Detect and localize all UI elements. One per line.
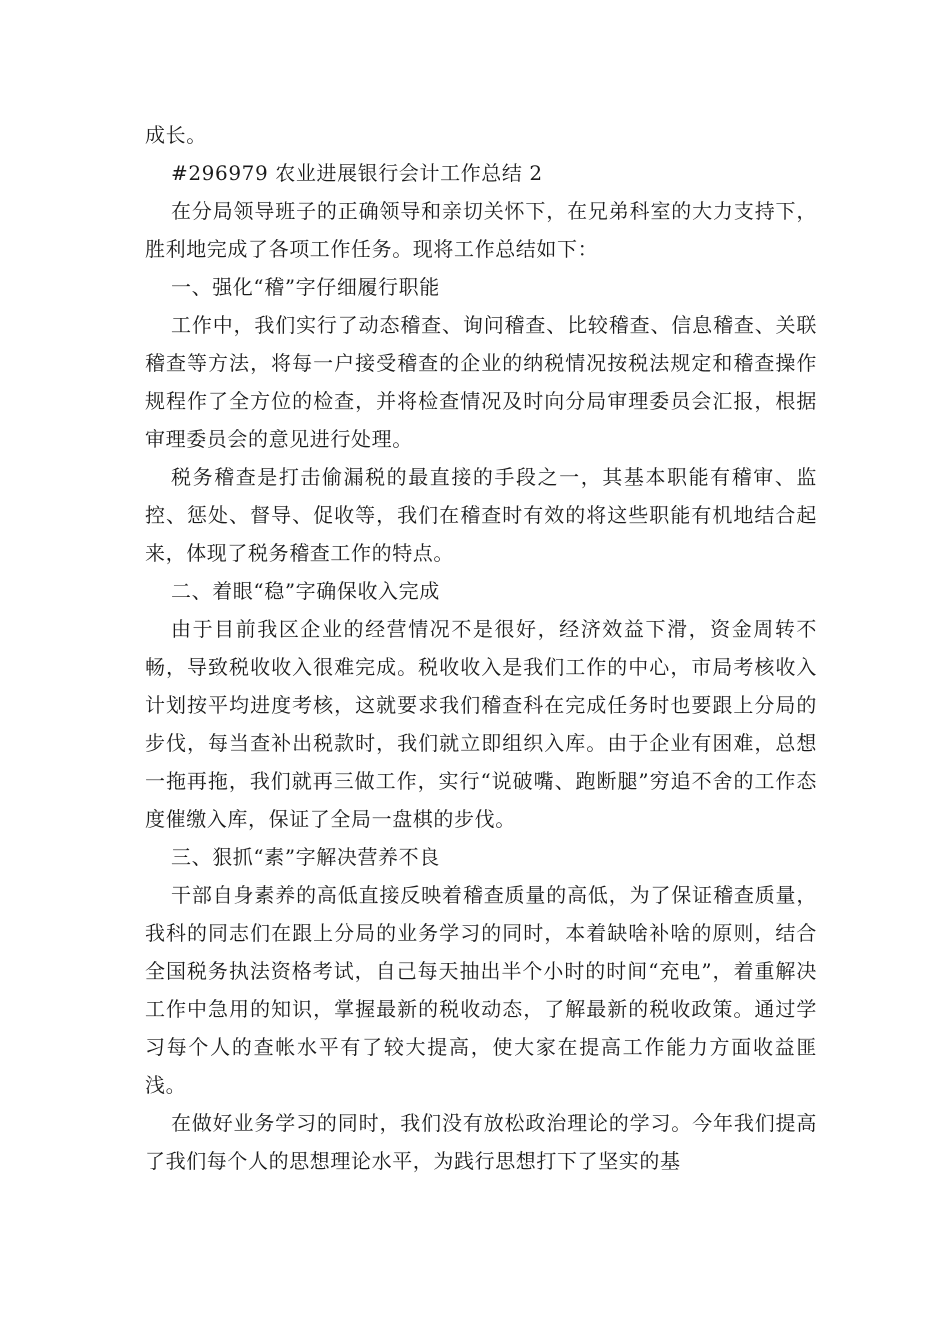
- paragraph-intro: 在分局领导班子的正确领导和亲切关怀下，在兄弟科室的大力支持下，胜利地完成了各项工作任务。现将工作总结如下：: [145, 199, 817, 261]
- paragraph-3a: 干部自身素养的高低直接反映着稽查质量的高低，为了保证稽查质量，我科的同志们在跟上分局的业务学习的同时，本着缺啥补啥的原则，结合全国税务执法资格考试，自己每天抽出半个小时的时间“充电”，着重解决工作中急用的知识，掌握最新的税收动态，了解最新的税收政策。通过学习每个人的查帐水平有了较大提高，使大家在提高工作能力方面收益匪浅。: [145, 883, 817, 1097]
- document-page: [145, 116, 817, 1180]
- document-title: #296979 农业进展银行会计工作总结 2: [171, 161, 543, 185]
- paragraph-1a: 工作中，我们实行了动态稽查、询问稽查、比较稽查、信息稽查、关联稽查等方法，将每一户接受稽查的企业的纳税情况按税法规定和稽查操作规程作了全方位的检查，并将检查情况及时向分局审理委员会汇报，根据审理委员会的意见进行处理。: [145, 313, 817, 451]
- section-heading-3: 三、狠抓“素”字解决营养不良: [171, 845, 440, 869]
- paragraph-1b: 税务稽查是打击偷漏税的最直接的手段之一，其基本职能有稽审、监控、惩处、督导、促收等，我们在稽查时有效的将这些职能有机地结合起来，体现了税务稽查工作的特点。: [145, 465, 817, 565]
- paragraph-3b: 在做好业务学习的同时，我们没有放松政治理论的学习。今年我们提高了我们每个人的思想理论水平，为践行思想打下了坚实的基: [145, 1111, 817, 1173]
- section-heading-1: 一、强化“稽”字仔细履行职能: [171, 275, 440, 299]
- section-heading-2: 二、着眼“稳”字确保收入完成: [171, 579, 440, 603]
- paragraph-2a: 由于目前我区企业的经营情况不是很好，经济效益下滑，资金周转不畅，导致税收收入很难完成。税收收入是我们工作的中心，市局考核收入计划按平均进度考核，这就要求我们稽查科在完成任务时也要跟上分局的步伐，每当查补出税款时，我们就立即组织入库。由于企业有困难，总想一拖再拖，我们就再三做工作，实行“说破嘴、跑断腿”穷追不舍的工作态度催缴入库，保证了全局一盘棋的步伐。: [145, 617, 817, 831]
- paragraph-continuation: 成长。: [145, 123, 207, 147]
